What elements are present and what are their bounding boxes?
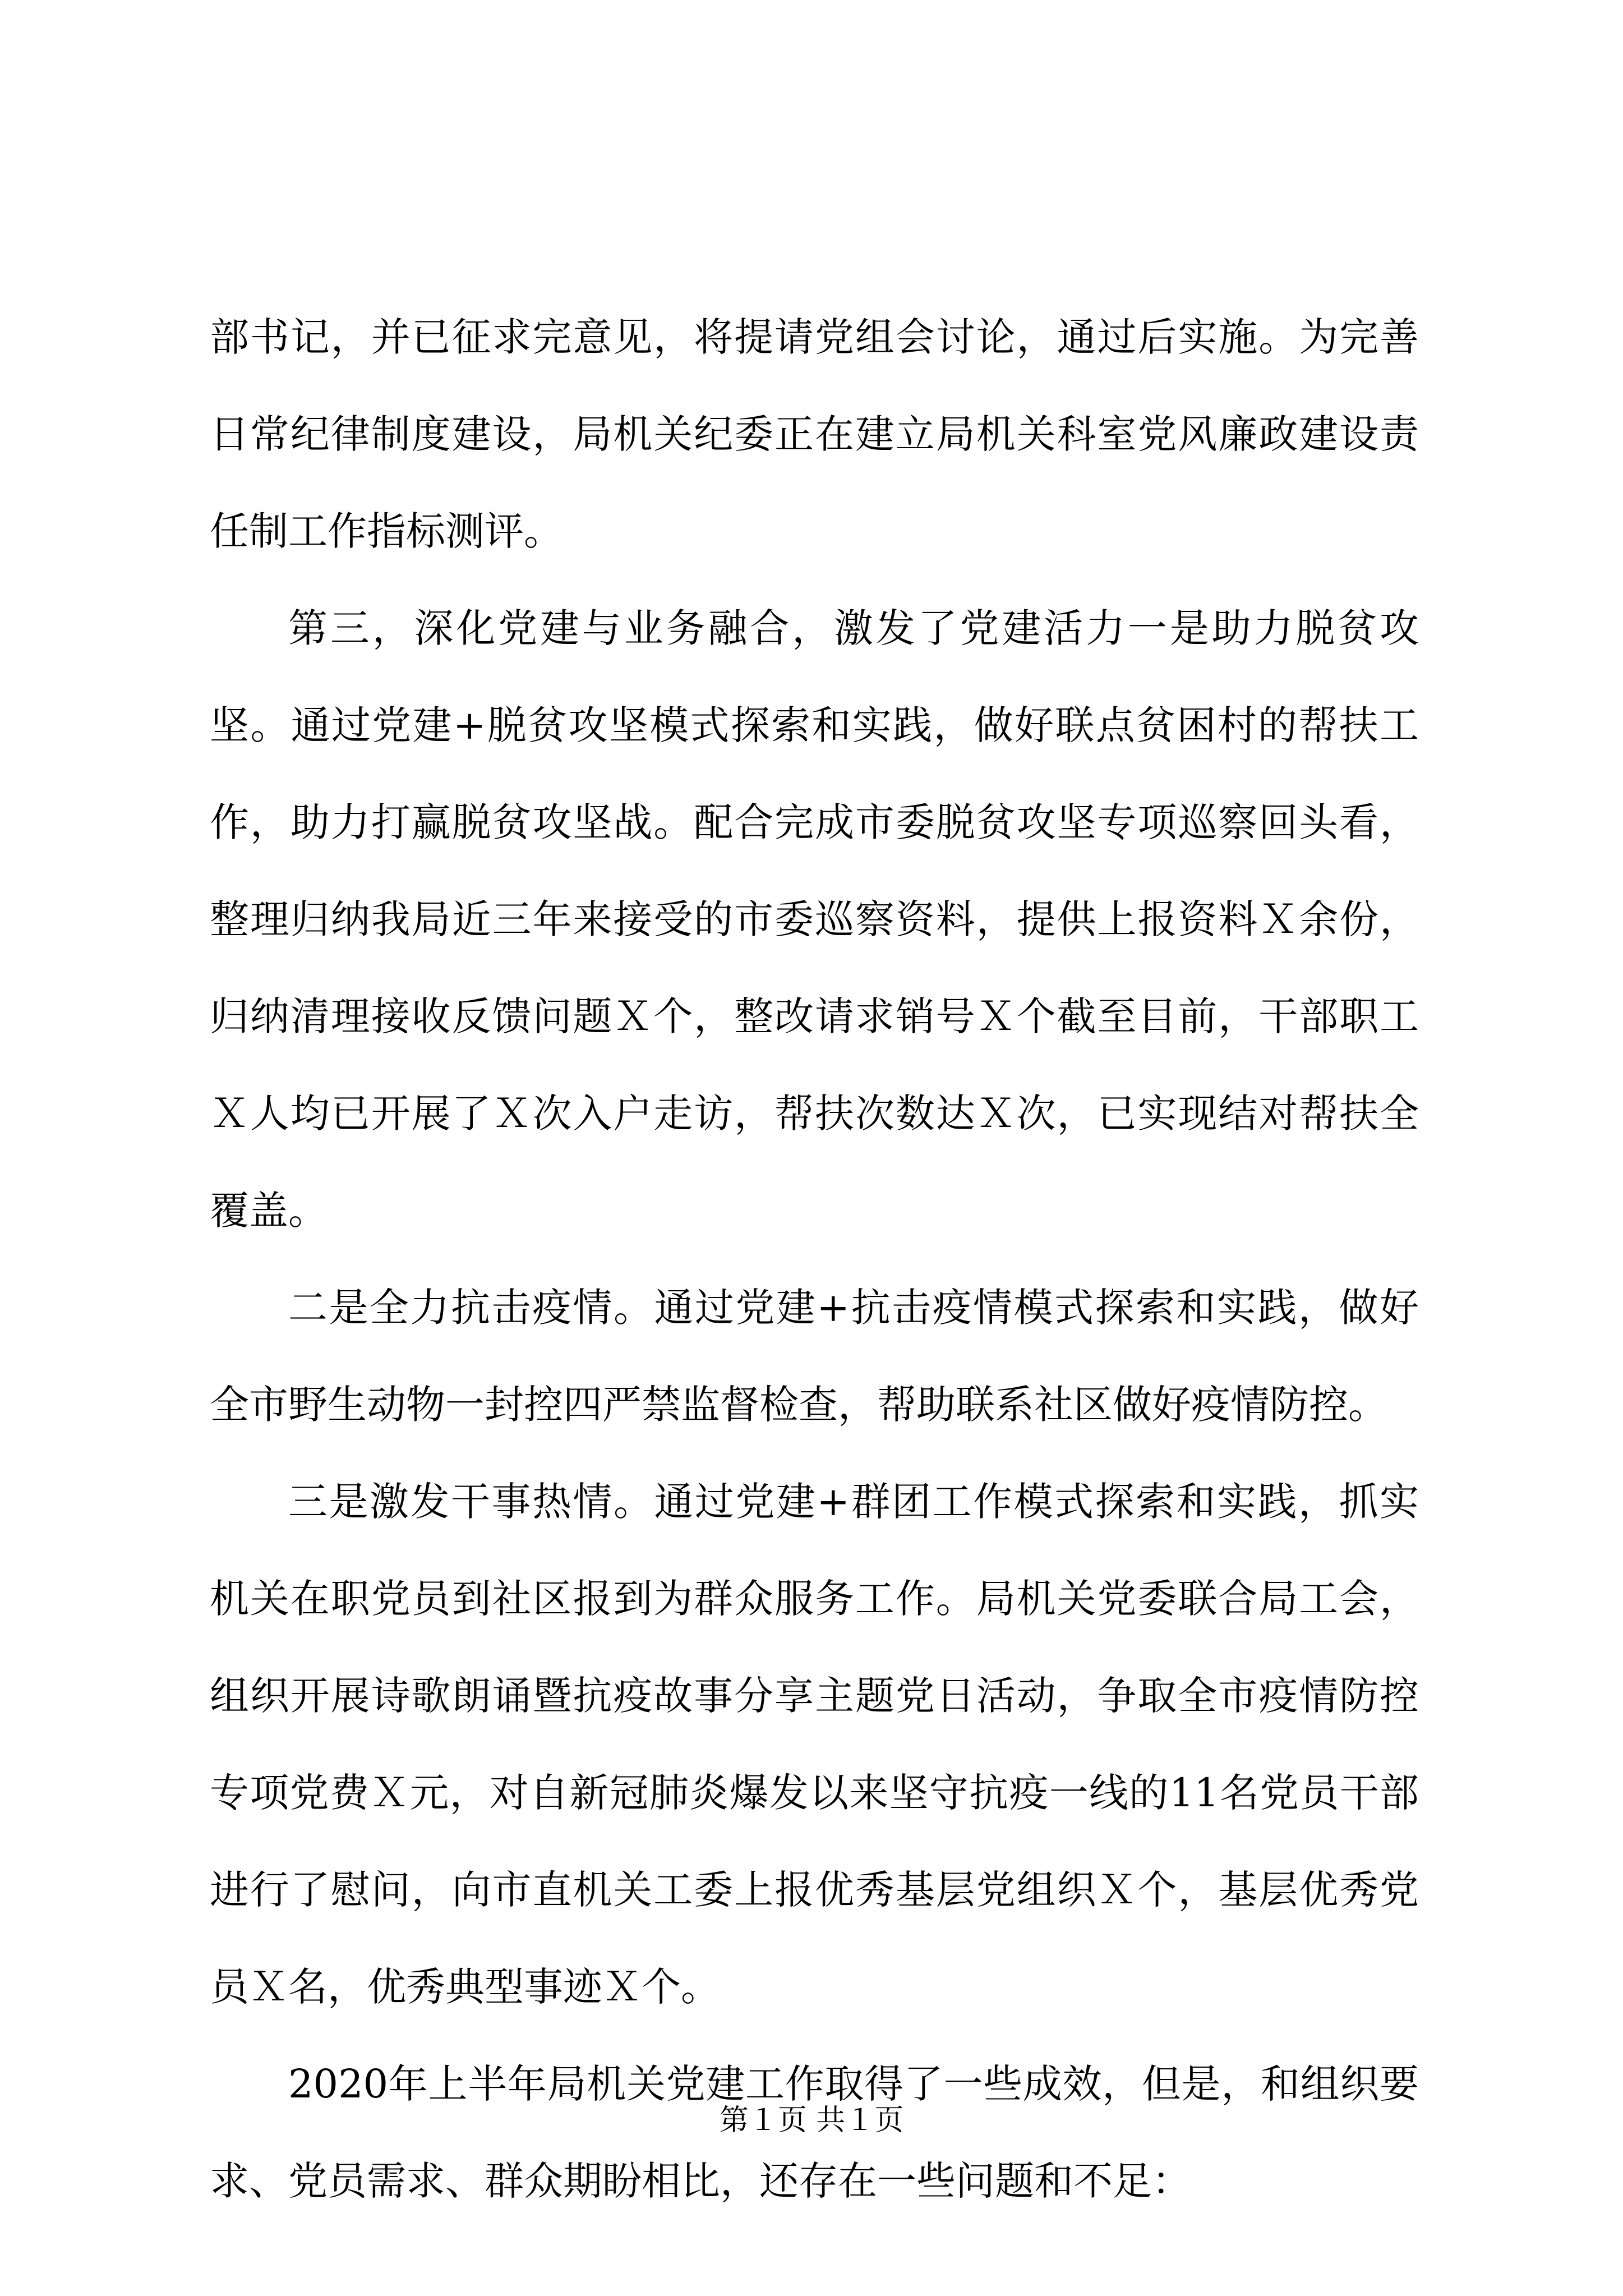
paragraph-continuation: 部书记，并已征求完意见，将提请党组会讨论，通过后实施。为完善日常纪律制度建设，局机关纪委正在建立局机关科室党风廉政建设责任制工作指标测评。 [210, 314, 1419, 554]
paragraph-summary: 2020年上半年局机关党建工作取得了一些成效，但是，和组织要求、党员需求、群众期盼相比，还存在一些问题和不足： [210, 2061, 1419, 2204]
page-footer: 第１页 共１页 [719, 2104, 904, 2137]
document-body [210, 289, 1419, 2230]
paragraph-epidemic: 二是全力抗击疫情。通过党建+抗击疫情模式探索和实践，做好全市野生动物一封控四严禁监督检查，帮助联系社区做好疫情防控。 [210, 1285, 1419, 1428]
paragraph-third-point: 第三，深化党建与业务融合，激发了党建活力一是助力脱贫攻坚。通过党建+脱贫攻坚模式探索和实践，做好联点贫困村的帮扶工作，助力打赢脱贫攻坚战。配合完成市委脱贫攻坚专项巡察回头看，整理归纳我局近三年来接受的市委巡察资料，提供上报资料Ｘ余份，归纳清理接收反馈问题Ｘ个，整改请求销号Ｘ个截至目前，干部职工Ｘ人均已开展了Ｘ次入户走访，帮扶次数达Ｘ次，已实现结对帮扶全覆盖。 [210, 605, 1419, 1234]
paragraph-enthusiasm: 三是激发干事热情。通过党建+群团工作模式探索和实践，抓实机关在职党员到社区报到为群众服务工作。局机关党委联合局工会，组织开展诗歌朗诵暨抗疫故事分享主题党日活动，争取全市疫情防控专项党费Ｘ元，对自新冠肺炎爆发以来坚守抗疫一线的11名党员干部进行了慰问，向市直机关工委上报优秀基层党组织Ｘ个，基层优秀党员Ｘ名，优秀典型事迹Ｘ个。 [210, 1479, 1419, 2010]
